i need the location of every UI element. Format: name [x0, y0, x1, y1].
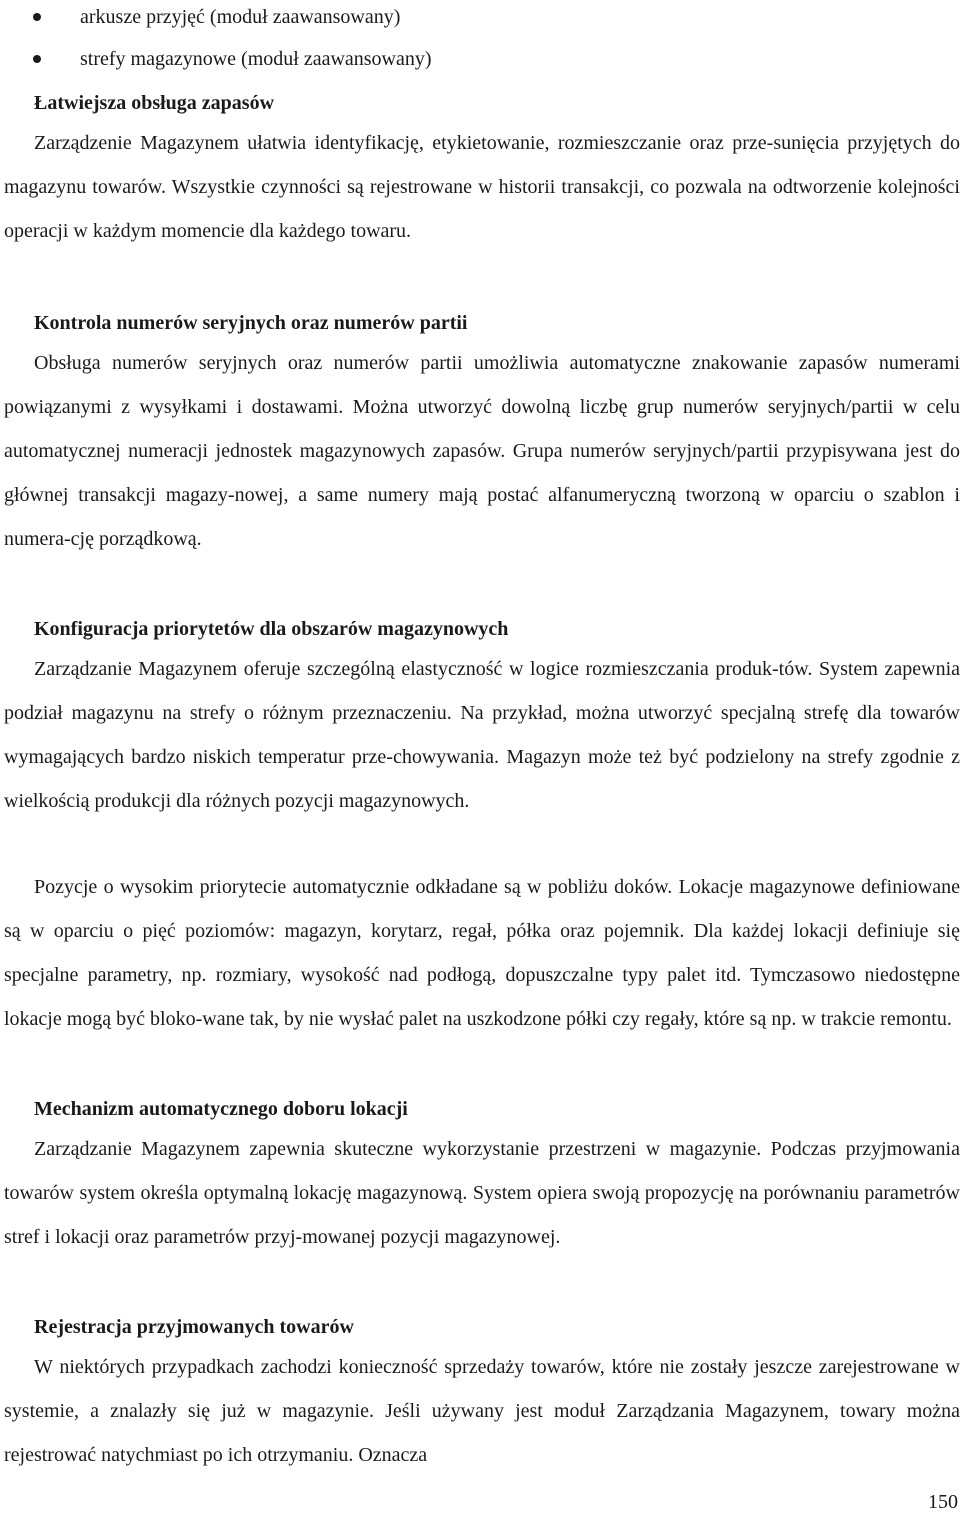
paragraph: Pozycje o wysokim priorytecie automatycznie odkładane są w pobliżu doków. Lokacje magazynowe definiowane są w oparciu o pięć poziomów: magazyn, korytarz, regał, półka oraz pojemnik. Dla każdej lokacji definiuje się specjalne parametry, np. rozmiary, wysokość nad podłogą, dopuszczalne typy palet itd. Tymczasowo niedostępne lokacje mogą być bloko-wane tak, by nie wysłać palet na uszkodzone półki czy regały, które są np. w trakcie remontu.: [4, 876, 960, 1030]
bullet-text: strefy magazynowe (moduł zaawansowany): [80, 48, 432, 70]
paragraph: Zarządzenie Magazynem ułatwia identyfikację, etykietowanie, rozmieszczanie oraz prze-sunięcia przyjętych do magazynu towarów. Wszystkie czynności są rejestrowane w historii transakcji, co pozwala na odtworzenie kolejności operacji w każdym momencie dla każdego towaru.: [4, 132, 960, 242]
section-heading: Rejestracja przyjmowanych towarów: [34, 1316, 354, 1338]
bullet-icon: [33, 13, 41, 21]
bullet-text: arkusze przyjęć (moduł zaawansowany): [80, 6, 401, 28]
section-heading: Konfiguracja priorytetów dla obszarów magazynowych: [34, 618, 509, 640]
section-heading: Łatwiejsza obsługa zapasów: [34, 92, 275, 114]
section-heading: Kontrola numerów seryjnych oraz numerów partii: [34, 312, 468, 334]
paragraph: W niektórych przypadkach zachodzi konieczność sprzedaży towarów, które nie zostały jeszcze zarejestrowane w systemie, a znalazły się już w magazynie. Jeśli używany jest moduł Zarządzania Magazynem, towary można rejestrować natychmiast po ich otrzymaniu. Oznacza: [4, 1356, 960, 1466]
bullet-icon: [33, 55, 41, 63]
page-number: 150: [928, 1491, 958, 1513]
section-heading: Mechanizm automatycznego doboru lokacji: [34, 1098, 408, 1120]
paragraph: Zarządzanie Magazynem oferuje szczególną elastyczność w logice rozmieszczania produk-tów. System zapewnia podział magazynu na strefy o różnym przeznaczeniu. Na przykład, można utworzyć specjalną strefę dla towarów wymagających bardzo niskich temperatur prze-chowywania. Magazyn może też być podzielony na strefy zgodnie z wielkością produkcji dla różnych pozycji magazynowych.: [4, 658, 960, 812]
bullet-item: [0, 3, 960, 33]
paragraph: Zarządzanie Magazynem zapewnia skuteczne wykorzystanie przestrzeni w magazynie. Podczas przyjmowania towarów system określa optymalną lokację magazynową. System opiera swoją propozycję na porównaniu parametrów stref i lokacji oraz parametrów przyj-mowanej pozycji magazynowej.: [4, 1138, 960, 1248]
bullet-item: [0, 45, 960, 75]
paragraph: Obsługa numerów seryjnych oraz numerów partii umożliwia automatyczne znakowanie zapasów numerami powiązanymi z wysyłkami i dostawami. Można utworzyć dowolną liczbę grup numerów seryjnych/partii w celu automatycznej numeracji jednostek magazynowych zapasów. Grupa numerów seryjnych/partii przypisywana jest do głównej transakcji magazy-nowej, a same numery mają postać alfanumeryczną tworzoną w oparciu o szablon i numera-cję porządkową.: [4, 352, 960, 550]
